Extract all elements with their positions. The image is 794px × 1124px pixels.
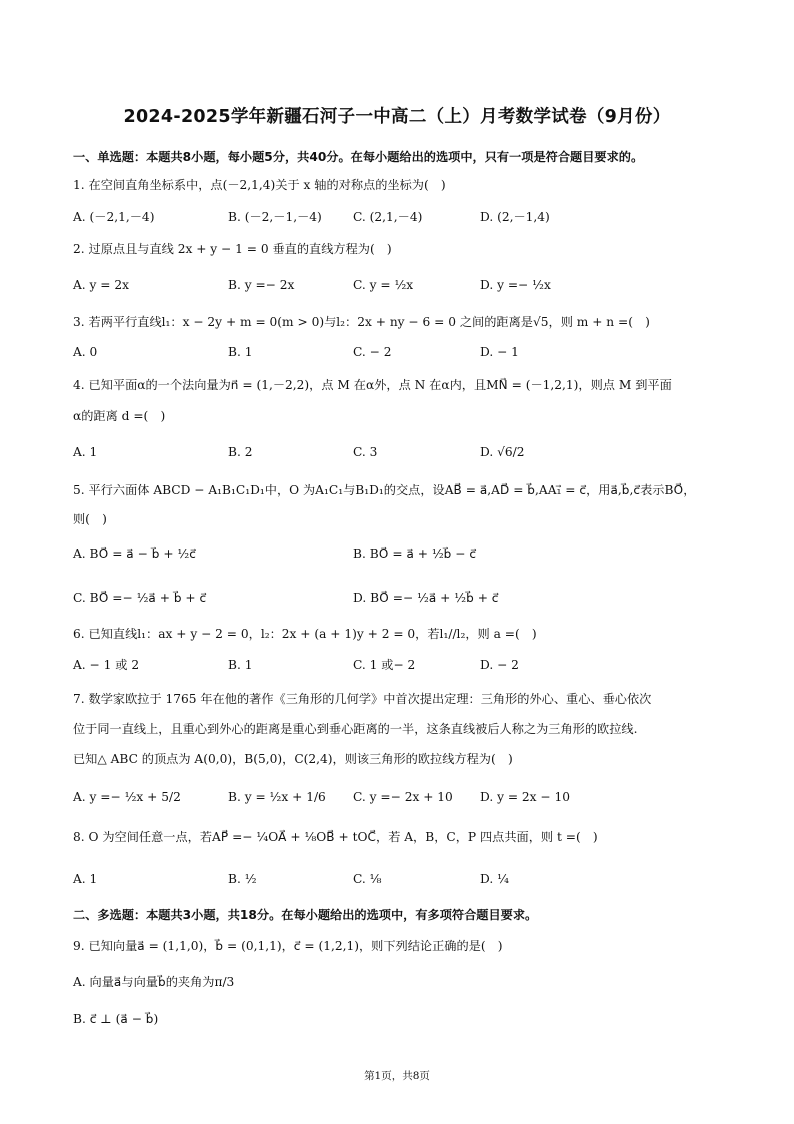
question-6-stem: 6. 已知直线l₁：ax + y − 2 = 0，l₂：2x + (a + 1)y + 2 = 0，若l₁//l₂，则 a =( ) xyxy=(73,627,537,641)
question-8-stem: 8. O 为空间任意一点，若AP⃗ =− ¼OA⃗ + ⅛OB⃗ + tOC⃗，若 A，B，C，P 四点共面，则 t =( ) xyxy=(73,830,598,844)
question-1-option-d: D. (2,－1,4) xyxy=(480,210,550,224)
question-3-stem: 3. 若两平行直线l₁：x − 2y + m = 0(m > 0)与l₂：2x + ny − 6 = 0 之间的距离是√5，则 m + n =( ) xyxy=(73,315,650,329)
question-1-option-a: A. (－2,1,－4) xyxy=(73,210,155,224)
question-3-option-c: C. − 2 xyxy=(353,345,392,359)
question-2-stem: 2. 过原点且与直线 2x + y − 1 = 0 垂直的直线方程为( ) xyxy=(73,242,392,256)
question-4-option-b: B. 2 xyxy=(228,445,253,459)
question-6-option-c: C. 1 或− 2 xyxy=(353,658,416,672)
question-2-option-c: C. y = ½x xyxy=(353,278,414,292)
question-8-option-a: A. 1 xyxy=(73,872,98,886)
question-1-stem: 1. 在空间直角坐标系中，点(－2,1,4)关于 x 轴的对称点的坐标为( ) xyxy=(73,178,446,192)
question-7-option-c: C. y =− 2x + 10 xyxy=(353,790,453,804)
question-3-option-a: A. 0 xyxy=(73,345,98,359)
question-7-option-a: A. y =− ½x + 5/2 xyxy=(73,790,181,804)
question-5-stem-line-1: 5. 平行六面体 ABCD − A₁B₁C₁D₁中，O 为A₁C₁与B₁D₁的交点，设AB⃗ = a⃗,AD⃗ = b⃗,AA₁⃗ = c⃗，用a⃗,b⃗,c⃗表示BO⃗， xyxy=(73,483,696,497)
question-2-option-d: D. y =− ½x xyxy=(480,278,551,292)
question-8-option-b: B. ½ xyxy=(228,872,257,886)
question-1-option-b: B. (－2,－1,－4) xyxy=(228,210,322,224)
question-8-option-d: D. ¼ xyxy=(480,872,509,886)
question-8-option-c: C. ⅛ xyxy=(353,872,382,886)
question-4-option-d: D. √6/2 xyxy=(480,445,525,459)
question-9-option-a: A. 向量a⃗与向量b⃗的夹角为π/3 xyxy=(73,975,235,989)
question-2-option-b: B. y =− 2x xyxy=(228,278,295,292)
page-title: 2024-2025学年新疆石河子一中高二（上）月考数学试卷（9月份） xyxy=(123,107,671,127)
question-6-option-b: B. 1 xyxy=(228,658,253,672)
question-4-stem-line-2: α的距离 d =( ) xyxy=(73,409,166,423)
question-3-option-d: D. − 1 xyxy=(480,345,519,359)
question-4-option-c: C. 3 xyxy=(353,445,378,459)
section-heading-single-choice: 一、单选题：本题共8小题，每小题5分，共40分。在每小题给出的选项中，只有一项是符合题目要求的。 xyxy=(73,150,644,164)
question-7-stem-line-2: 位于同一直线上，且重心到外心的距离是重心到垂心距离的一半，这条直线被后人称之为三角形的欧拉线. xyxy=(73,722,638,736)
question-7-stem-line-3: 已知△ ABC 的顶点为 A(0,0)，B(5,0)，C(2,4)，则该三角形的欧拉线方程为( ) xyxy=(73,752,513,766)
question-4-stem-line-1: 4. 已知平面α的一个法向量为n⃗ = (1,－2,2)，点 M 在α外，点 N 在α内，且MN⃗ = (－1,2,1)，则点 M 到平面 xyxy=(73,378,672,392)
question-7-option-d: D. y = 2x − 10 xyxy=(480,790,571,804)
question-6-option-a: A. − 1 或 2 xyxy=(73,658,140,672)
question-9-option-b: B. c⃗ ⊥ (a⃗ − b⃗) xyxy=(73,1012,159,1026)
question-2-option-a: A. y = 2x xyxy=(73,278,130,292)
question-5-option-d: D. BO⃗ =− ½a⃗ + ½b⃗ + c⃗ xyxy=(353,591,499,605)
question-6-option-d: D. − 2 xyxy=(480,658,519,672)
question-1-option-c: C. (2,1,－4) xyxy=(353,210,423,224)
question-4-option-a: A. 1 xyxy=(73,445,98,459)
page-footer: 第1页，共8页 xyxy=(364,1070,430,1082)
question-7-stem-line-1: 7. 数学家欧拉于 1765 年在他的著作《三角形的几何学》中首次提出定理：三角形的外心、重心、垂心依次 xyxy=(73,692,652,706)
question-9-stem: 9. 已知向量a⃗ = (1,1,0)，b⃗ = (0,1,1)，c⃗ = (1,2,1)，则下列结论正确的是( ) xyxy=(73,939,503,953)
question-7-option-b: B. y = ½x + 1/6 xyxy=(228,790,326,804)
question-5-option-a: A. BO⃗ = a⃗ − b⃗ + ½c⃗ xyxy=(73,547,196,561)
question-5-option-b: B. BO⃗ = a⃗ + ½b⃗ − c⃗ xyxy=(353,547,477,561)
question-5-stem-line-2: 则( ) xyxy=(73,512,107,526)
question-3-option-b: B. 1 xyxy=(228,345,253,359)
section-heading-multiple-choice: 二、多选题：本题共3小题，共18分。在每小题给出的选项中，有多项符合题目要求。 xyxy=(73,908,538,922)
question-5-option-c: C. BO⃗ =− ½a⃗ + b⃗ + c⃗ xyxy=(73,591,207,605)
